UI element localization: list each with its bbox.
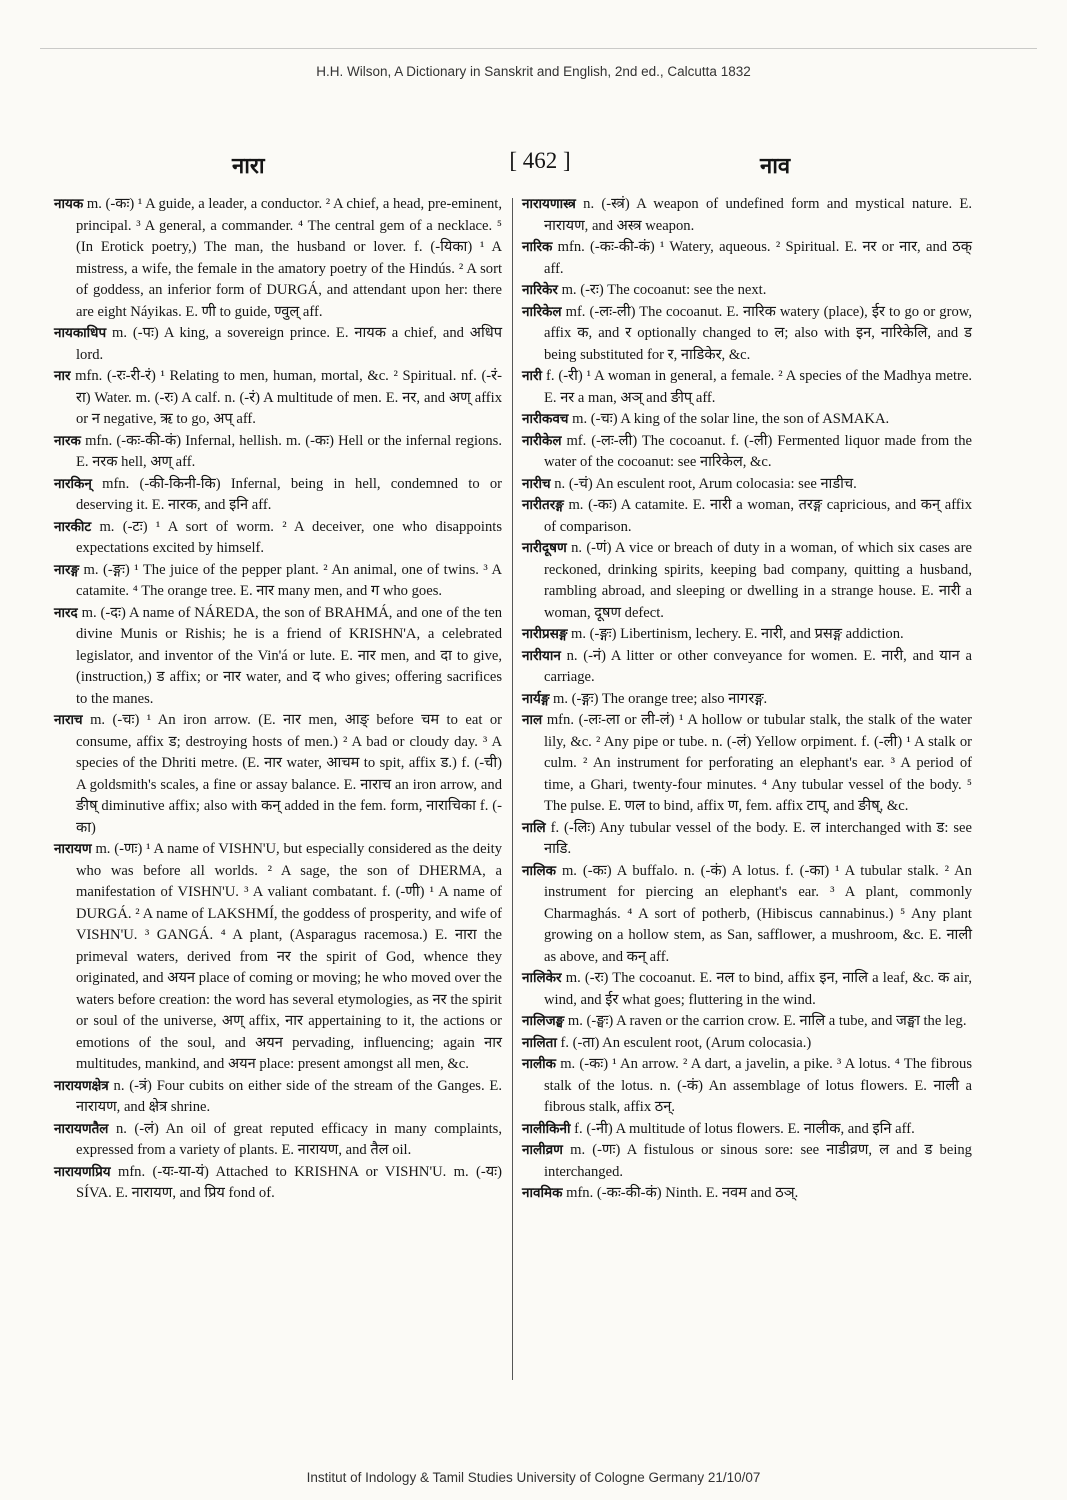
running-head [0,150,1067,190]
entry-definition: f. (-री) ¹ A woman in general, a female. ² A species of the Madhya metre. E. नर a man, अञ् and ङीप् aff. [544,368,972,406]
dictionary-entry [522,538,972,624]
entry-headword: नारायणक्षेत्र [54,1077,109,1094]
left-guide-word: नारा [232,153,265,178]
entry-headword: नाराच [54,712,83,728]
entry-definition: m. (-कः) ¹ An arrow. ² A dart, a javelin, a pike. ³ A lotus. ⁴ The fibrous stalk of the lotus. n. (-कं) An assemblage of lotus flowers. E. नाली a fibrous stalk, affix ठन्. [544,1056,972,1115]
entry-definition: f. (-लिः) Any tubular vessel of the body. E. ल interchanged with ड: see नाडि. [544,819,972,857]
entry-headword: नारीयान [522,647,561,664]
dictionary-entry [54,1119,502,1162]
dictionary-entry [522,1033,972,1055]
dictionary-entry [522,1140,972,1183]
entry-definition: mfn. (-कः-की-कं) Ninth. E. नवम and ठञ्. [566,1185,799,1201]
entry-headword: नारकिन् [54,475,92,492]
entry-definition: m. (-टः) ¹ A sort of worm. ² A deceiver, one who disappoints expectations excited by himself. [76,518,502,556]
entry-headword: नारिकेर [522,282,558,298]
dictionary-entry [522,624,972,646]
entry-headword: नारक [54,432,81,449]
entry-definition: mf. (-लः-ली) The cocoanut. f. (-ली) Fermented liquor made from the water of the cocoanut: see नारिकेल, &c. [544,432,972,470]
entry-definition: mfn. (-यः-या-यं) Attached to KRISHNA or VISHN'U. m. (-यः) SÍVA. E. नारायण, and प्रिय fond of. [76,1163,502,1201]
entry-definition: m. (-चः) A king of the solar line, the son of ASMAKA. [572,411,890,427]
entry-headword: नारीकेल [522,432,562,449]
entry-definition: m. (-कः) ¹ A guide, a leader, a conductor. ² A chief, a head, pre-eminent, principal. ³ A general, a commander. ⁴ The central gem of a necklace. ⁵ (In Erotick poetry,) The man, the husband or lover. f. (-यिका) ¹ A mistress, a wife, the female in the amatory poetry of the Hindús. ² A sort of goddess, an inferior form of DURGÁ, and attendant upon her: there are eight Náyikas. E. णी to guide, ण्वुल् aff. [76,196,502,320]
dictionary-entry [522,861,972,969]
dictionary-entry [522,409,972,431]
entry-headword: नालिक [522,862,557,879]
entry-headword: नालीव्रण [522,1142,563,1158]
entry-definition: m. (-णः) ¹ A name of VISHN'U, but especially considered as the deity who was before all worlds. ² A sage, the son of DHERMA, a manifestation of VISHN'U. ³ A valiant combatant. f. (-णी) ¹ A name of DURGÁ. ² A name of LAKSHMÍ, the goddess of prosperity, and wife of VISHN'U. ³ GANGÁ. ⁴ A plant, (Asparagus racemosa.) E. नारा the primeval waters, derived from नर the spirit of God, whence they originated, and अयन place of coming or moving; he who moved over the waters before creation: the word has several etymologies, as नर the spirit or soul of the universe, अण् affix, नार appertaining to it, the actions or emotions of the soul, and अयन pervading, influencing; again नार multitudes, mankind, and अयन place: present amongst all men, &c. [76,841,502,1072]
dictionary-entry [522,689,972,711]
entry-headword: नार [54,368,71,384]
column-divider [512,198,513,1380]
dictionary-entry [522,818,972,861]
dictionary-entry [54,1076,502,1119]
entry-headword: नायक [54,196,84,212]
entry-headword: नालि [522,819,546,836]
dictionary-entry [54,1162,502,1205]
entry-headword: नारायणप्रिय [54,1163,111,1180]
dictionary-entry [522,968,972,1011]
entry-definition: n. (-णं) A vice or breach of duty in a woman, of which six cases are reckoned, drinking spirits, keeping bad company, quitting a husband, rambling abroad, and sleeping or dwelling in a strange house. E. नारी a woman, दूषण defect. [544,540,972,621]
entry-definition: m. (-दः) A name of NÁREDA, the son of BRAHMÁ, and one of the ten divine Munis or Rishis; he is a friend of KRISHN'A, a celebrated legislator, and inventor of the Vin'á or lute. E. नार men, and दा to give, (instruction,) ड affix; or नार water, and द who gives; offering sacrifices to the manes. [76,604,502,707]
dictionary-entry [522,646,972,689]
dictionary-entry [54,474,502,517]
dictionary-entry [522,366,972,409]
entry-definition: m. (-कः) A buffalo. n. (-कं) A lotus. f. (-का) ¹ A tubular stalk. ² An instrument for piercing an elephant's ear. ³ A plant, commonly Charmaghás. ⁴ A sort of potherb, (Hibiscus cannabinus.) ⁵ Any plant growing on a hollow stem, as San, safflower, a mushroom, &c. E. नाली as above, and कन् aff. [544,862,972,965]
entry-definition: mfn. (-कः-की-कं) ¹ Watery, aqueous. ² Spiritual. E. नर or नार, and ठक् aff. [544,239,972,277]
dictionary-entry [522,495,972,538]
entry-definition: m. (-ङ्घः) A raven or the carrion crow. E. नालि a tube, and जङ्घा the leg. [567,1013,967,1029]
entry-headword: नारीकवच [522,411,569,427]
dictionary-entry [54,366,502,431]
entry-definition: m. (-रः) The cocoanut. E. नल to bind, affix इन, नालि a leaf, &c. क air, wind, and ईर what goes; fluttering in the wind. [544,970,972,1008]
entry-headword: नारायणास्त्र [522,196,576,212]
right-column [522,194,972,1205]
entry-headword: नारिक [522,239,553,255]
entry-definition: mfn. (-रः-री-रं) ¹ Relating to men, human, mortal, &c. ² Spiritual. nf. (-रं-रा) Water. m. (-रः) A calf. n. (-रं) A multitude of men. E. नर, and अण् affix or न negative, ऋ to go, अप् aff. [75,368,502,427]
entry-headword: नालिता [522,1034,557,1051]
entry-definition: mf. (-लः-ली) The cocoanut. E. नारिक watery (place), ईर to go or grow, affix क, and र optionally changed to ल; also with इन, नारिकेलि, and ड being substituted for र, नाडिकेर, &c. [544,303,972,363]
entry-definition: m. (-कः) A catamite. E. नारी a woman, तरङ्ग capricious, and कन् affix of comparison. [544,497,972,535]
left-column [54,194,502,1205]
entry-headword: नालीक [522,1056,557,1072]
entry-headword: नारीच [522,475,551,492]
dictionary-entry [54,323,502,366]
entry-headword: नार्यङ्ग [522,690,550,707]
entry-headword: नारीतरङ्ग [522,497,564,513]
entry-definition: m. (-ङ्गः) The orange tree; also नागरङ्ग. [553,690,768,707]
entry-headword: नारीदूषण [522,540,567,556]
entry-headword: नालिकेर [522,970,562,986]
dictionary-entry [54,431,502,474]
entry-headword: नायकाधिप [54,325,107,341]
entry-headword: नारद [54,604,78,621]
entry-headword: नारिकेल [522,303,562,320]
entry-headword: नारी [522,368,543,384]
entry-headword: नारकीट [54,518,92,535]
entry-definition: m. (-पः) A king, a sovereign prince. E. नायक a chief, and अधिप lord. [76,325,502,363]
entry-definition: mfn. (-कः-की-कं) Infernal, hellish. m. (-कः) Hell or the infernal regions. E. नरक hell, अण् aff. [76,432,502,470]
entry-definition: f. (-ता) An esculent root, (Arum colocasia.) [560,1034,812,1051]
entry-definition: n. (-त्रं) Four cubits on either side of the stream of the Ganges. E. नारायण, and क्षेत्र shrine. [76,1077,502,1115]
dictionary-entry [522,1011,972,1033]
dictionary-entry [54,710,502,839]
entry-definition: n. (-लं) An oil of great reputed efficacy in many complaints, expressed from a variety of plants. E. नारायण, and तैल oil. [76,1120,502,1158]
dictionary-entry [54,839,502,1076]
dictionary-entry [54,194,502,323]
dictionary-entry [522,280,972,302]
dictionary-entry [522,474,972,496]
dictionary-entry [522,710,972,818]
entry-headword: नाल [522,712,543,728]
entry-definition: m. (-ङ्गः) ¹ The juice of the pepper plant. ² An animal, one of twins. ³ A catamite. ⁴ The orange tree. E. नार many men, and ग who goes. [76,561,502,599]
dictionary-entry [522,1054,972,1119]
footer-source: Institut of Indology & Tamil Studies University of Cologne Germany 21/10/07 [306,1470,761,1485]
right-guide-word: नाव [760,153,791,178]
entry-headword: नालीकिनी [522,1120,571,1137]
entry-definition: n. (-स्त्रं) A weapon of undefined form and mystical nature. E. नारायण, and अस्त्र weapon. [544,196,972,234]
entry-definition: m. (-चः) ¹ An iron arrow. (E. नार men, आङ् before चम to eat or consume, affix ड; destroying hosts of men.) ² A bad or cloudy day. ³ A species of the Dhriti metre. (E. नार water, आचम to spit, affix ड.) f. (-ची) A goldsmith's scales, a fine or assay balance. E. नाराच an iron arrow, and ङीष् diminutive affix; also with कन् added in the fem. form, नाराचिका f. (-का) [76,712,502,836]
dictionary-entry [54,517,502,560]
entry-headword: नावमिक [522,1185,563,1201]
dictionary-entry [522,1183,972,1205]
entry-definition: m. (-णः) A fistulous or sinous sore: see नाडीव्रण, ल and ड being interchanged. [544,1142,972,1180]
entry-definition: n. (-नं) A litter or other conveyance for women. E. नारी, and यान a carriage. [544,647,972,685]
entry-headword: नारायण [54,841,92,857]
entry-headword: नारायणतैल [54,1120,109,1137]
entry-definition: mfn. (-लः-ला or ली-लं) ¹ A hollow or tubular stalk, the stalk of the water lily, &c. ² Any pipe or tube. n. (-लं) Yellow orpiment. f. (-ली) ¹ A stalk or culm. ² An instrument for perforating an elephant's ear. ³ A period of time, a Ghari, twenty-four minutes. ⁴ Any tubular vessel of the body. ⁵ The pulse. E. णल to bind, affix ण, fem. affix टाप्, and ङीष्, &c. [544,712,972,814]
page-number: [ 462 ] [509,148,571,173]
top-rule [40,48,1037,49]
entry-definition: mfn. (-की-किनी-कि) Infernal, being in hell, condemned to or deserving it. E. नारक, and इनि aff. [76,475,502,513]
source-header: H.H. Wilson, A Dictionary in Sanskrit and English, 2nd ed., Calcutta 1832 [316,64,751,79]
dictionary-entry [522,237,972,280]
dictionary-entry [522,431,972,474]
dictionary-entry [522,302,972,367]
entry-headword: नारीप्रसङ्ग [522,626,568,642]
dictionary-entry [522,194,972,237]
entry-headword: नारङ्ग [54,561,80,578]
entry-definition: n. (-चं) An esculent root, Arum colocasia: see नाडीच. [554,475,857,492]
entry-definition: m. (-ङ्गः) Libertinism, lechery. E. नारी, and प्रसङ्ग addiction. [571,626,904,642]
dictionary-entry [522,1119,972,1141]
dictionary-entry [54,603,502,711]
dictionary-entry [54,560,502,603]
entry-definition: f. (-नी) A multitude of lotus flowers. E. नालीक, and इनि aff. [574,1120,915,1137]
entry-definition: m. (-रः) The cocoanut: see the next. [561,282,767,298]
entry-headword: नालिजङ्घ [522,1013,565,1029]
